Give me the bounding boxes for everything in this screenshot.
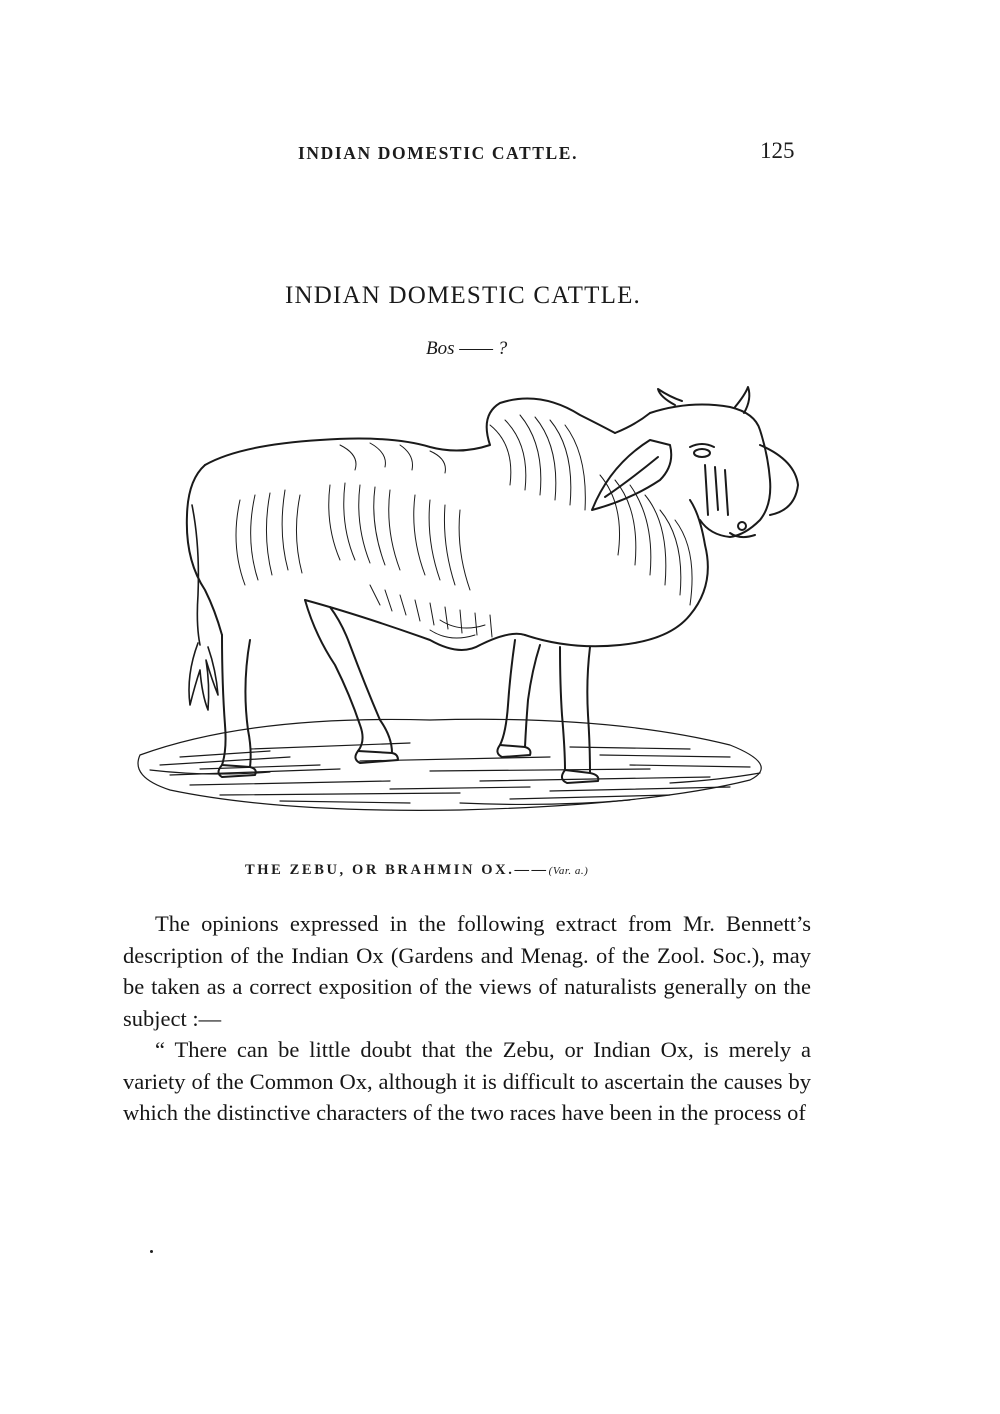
zebu-illustration bbox=[130, 385, 810, 840]
paragraph: “ There can be little doubt that the Zebu, or Indian Ox, is merely a variety of the Common Ox, although it is difficult to ascertain the causes by which the distinctive characters of the two races have been in the process of bbox=[123, 1037, 811, 1125]
species-subheading: Bos —— ? bbox=[426, 338, 508, 359]
page-number: 125 bbox=[760, 138, 795, 163]
section-heading: INDIAN DOMESTIC CATTLE. bbox=[284, 282, 642, 309]
caption-variant: (Var. a.) bbox=[548, 865, 589, 877]
page-speck bbox=[150, 1250, 153, 1253]
zebu-head bbox=[592, 387, 798, 537]
caption-main: THE ZEBU, OR BRAHMIN OX.—— bbox=[245, 862, 549, 878]
body-hatching bbox=[236, 415, 692, 638]
paragraph: The opinions expressed in the following extract from Mr. Bennett’s description of the Indian Ox (Gardens and Menag. of the Zool. Soc.), may be taken as a correct exposition of the views of naturalists generally on the subject :— bbox=[123, 911, 811, 1031]
running-head: INDIAN DOMESTIC CATTLE. bbox=[298, 143, 579, 163]
zebu-legs bbox=[219, 600, 599, 783]
body-text bbox=[123, 908, 811, 1129]
zebu-body bbox=[187, 399, 708, 650]
figure-caption bbox=[245, 862, 588, 879]
